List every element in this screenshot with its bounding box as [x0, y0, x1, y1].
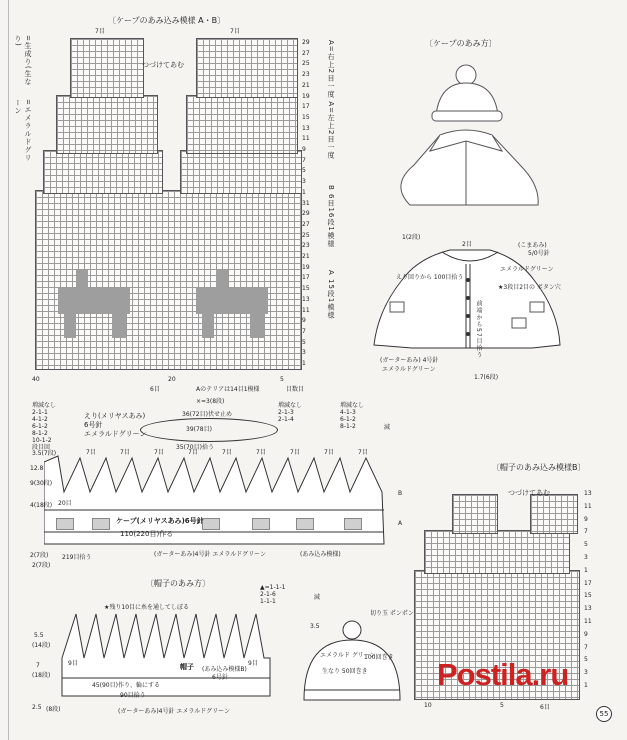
row-number: 1	[302, 188, 306, 196]
row-number: 1	[584, 566, 588, 574]
cape-top-mark: 7目	[324, 449, 334, 456]
cape-left-measure-4: 2(7段)	[30, 552, 49, 559]
cape-pick-up: えり回りから 100目拾う	[396, 274, 464, 281]
cape-top-mark: 7目	[120, 449, 130, 456]
row-number: 9	[302, 317, 306, 325]
row-number: 13	[302, 124, 310, 132]
row-number: 7	[302, 156, 306, 164]
chart-ab-bottom-mid: 20	[168, 376, 176, 383]
cape-pick-219: 219目拾う	[62, 554, 92, 561]
chart-ab-grid-right-top	[196, 38, 298, 98]
hat-chart-b-bottom-left: 10	[424, 702, 432, 709]
hat-chart-b-row-numbers	[584, 488, 592, 693]
cape-left-notes	[32, 402, 56, 451]
chart-ab-legend	[13, 35, 35, 163]
hat-pompom-ivory: 生なり 50回巻き	[322, 668, 368, 675]
hat-left-2b: (18段)	[32, 672, 51, 679]
row-number: 9	[584, 630, 588, 638]
cape-top-left: 1(2段)	[402, 234, 421, 241]
page-edge	[8, 0, 9, 740]
hat-left-3b: (8段)	[46, 706, 61, 713]
chart-ab-row-numbers	[302, 38, 318, 370]
hat-chart-b-bottom-mid: 5	[500, 702, 504, 709]
hat-needle: 6号針	[212, 674, 228, 681]
cape-collar-notes	[84, 412, 147, 439]
cape-width-39: 39(78目)	[186, 426, 212, 433]
cape-top-count: 2目	[462, 241, 472, 248]
cape-right-note: 増減なし	[340, 402, 365, 409]
cape-left-measure-2: 9(30段)	[30, 480, 53, 487]
row-number: 13	[302, 295, 310, 303]
chart-ab-join-note: つづけてあむ	[142, 61, 184, 69]
cape-left-measure-3: 4(18段)	[30, 502, 53, 509]
hat-chart-b-grid-mid	[424, 530, 570, 574]
hat-decrease-tail: 減	[314, 594, 321, 601]
chart-ab-grid-right-upper	[180, 150, 302, 194]
cape-bottom-right: 1.7(6段)	[474, 374, 499, 381]
hat-pompom-count: 100回巻き	[364, 654, 394, 661]
cape-x-note: ×=3(8段)	[196, 398, 225, 405]
row-number: 11	[302, 135, 310, 143]
scottie-dog	[202, 518, 220, 530]
cape-right-note: 2-1-3	[278, 409, 294, 416]
chart-ab-grid-left-mid	[56, 95, 158, 154]
row-number: 5	[584, 656, 588, 664]
hat-width-45b: 90目拾う	[120, 692, 146, 699]
hat-chart-b-title: 〔帽子のあみ込み模様B〕	[492, 463, 586, 472]
row-number: 17	[584, 579, 592, 587]
hat-pompom-diagram	[298, 620, 410, 710]
watermark: Postila.ru	[437, 657, 569, 692]
hat-garter: (ガーターあみ)4号針 エメラルドグリーン	[118, 708, 230, 715]
cape-right-notes-1	[278, 402, 302, 423]
cape-scottie-row	[52, 512, 382, 532]
row-number: 15	[584, 592, 592, 600]
hat-left-1b: (14段)	[32, 642, 51, 649]
cape-method-title: 〔ケープのあみ方〕	[425, 39, 497, 48]
chart-ab-bottom-left: 40	[32, 376, 40, 383]
cape-right-note: 4-1-3	[340, 409, 356, 416]
cape-collar-note: えり(メリヤスあみ)	[84, 412, 146, 420]
legend-ivory-text: =生成り(生なり)	[14, 35, 32, 86]
hat-decrease: 1-1-1	[260, 598, 276, 605]
cape-top-mark: 7目	[358, 449, 368, 456]
cape-left-note: 10-1-2	[32, 437, 52, 444]
chart-ab-bottom-five: 5	[280, 376, 284, 383]
scottie-dog	[252, 518, 270, 530]
cape-width-35: 35(70目)拾う	[176, 444, 214, 451]
row-number: 29	[302, 210, 310, 218]
hat-pompom-note: 切り玉 ポンポン	[370, 610, 414, 617]
row-number: 17	[302, 103, 310, 111]
cape-collar-needle: 5/0号針	[528, 250, 550, 257]
row-number: 5	[584, 541, 588, 549]
scottie-dog-right-leg1	[202, 314, 214, 338]
cape-top-mark: 7目	[256, 449, 266, 456]
row-number: 21	[302, 253, 310, 261]
chart-ab-bottom-center: Aのテリアは14目1模様	[196, 386, 260, 393]
scottie-dog-left-leg2	[112, 314, 126, 338]
row-number: 19	[302, 92, 310, 100]
hat-decrease: ▲=1-1-1	[260, 584, 286, 591]
cape-left-note-end: 段目回	[32, 444, 51, 451]
cape-buttonhole: ★3段目2目の ボタン穴	[498, 284, 561, 291]
cape-left-note: 2-1-1	[32, 409, 48, 416]
cape-width-110: 110(220目)作る	[120, 530, 174, 538]
cape-collar-note: 6号針	[84, 421, 103, 429]
row-number: 11	[584, 617, 592, 625]
hat-chart-b-grid-top-left	[452, 494, 498, 534]
cape-right-notes-2	[340, 402, 364, 430]
row-number: 7	[584, 643, 588, 651]
hat-decreases	[260, 584, 285, 605]
cape-twenty: 20目	[58, 500, 72, 507]
row-number: 29	[302, 39, 310, 46]
row-number: 9	[302, 146, 306, 154]
row-number: 21	[302, 81, 310, 89]
chart-ab-grid-left-upper	[43, 150, 163, 194]
row-number: 31	[302, 199, 310, 207]
cape-top-mark: 7目	[222, 449, 232, 456]
hat-chart-b-bottom-right: 6目	[540, 704, 550, 711]
cape-and-hat-illustration	[370, 55, 610, 215]
row-number: 1	[302, 360, 306, 368]
chart-ab-bottom-six: 6目	[150, 386, 160, 393]
chart-ab-title: 〔ケープのあみ込み模様 A・B〕	[108, 16, 226, 25]
hat-left-2: 7	[36, 662, 40, 669]
cape-body-shape	[44, 452, 394, 562]
hat-left-3: 2.5	[32, 704, 42, 711]
cape-left-note: 6-1-2	[32, 423, 48, 430]
row-number: 5	[302, 338, 306, 346]
page-number: 55	[596, 706, 612, 722]
hat-width-45: 45(90目)作り、輪にする	[92, 682, 160, 689]
cape-garter: (ガーターあみ) 4号針	[380, 357, 439, 364]
cape-top-mark: 7目	[86, 449, 96, 456]
scottie-dog	[344, 518, 362, 530]
cape-pick-2: 2(7段)	[32, 562, 51, 569]
row-number: 9	[584, 515, 588, 523]
cape-b-label: B	[398, 490, 403, 497]
chart-ab-note-top: A=右上2目一度 A=左上2目一度	[327, 40, 335, 160]
row-number: 5	[302, 167, 306, 175]
hat-pattern: (あみ込み模様B)	[202, 666, 247, 673]
hat-pompom-size: 3.5	[310, 623, 320, 630]
row-number: 27	[302, 220, 310, 228]
cape-top-mark: 7目	[154, 449, 164, 456]
scottie-dog-right-body	[196, 288, 268, 314]
scottie-dog-left-body	[58, 288, 130, 314]
cape-right-note: 2-1-4	[278, 416, 294, 423]
scottie-dog	[56, 518, 74, 530]
hat-left-1: 5.5	[34, 632, 44, 639]
chart-ab-bottom-start: 目数目	[286, 386, 305, 393]
row-number: 3	[584, 553, 588, 561]
hat-label: 帽子	[180, 663, 194, 671]
scottie-dog-right-leg2	[250, 314, 264, 338]
cape-garter-color: エメラルドグリーン	[382, 366, 436, 373]
cape-right-note: 増減なし	[278, 402, 303, 409]
hat-chart-b-join-note: つづけてあむ	[508, 489, 550, 497]
cape-right-note: 6-1-2	[340, 416, 356, 423]
row-number: 15	[302, 113, 310, 121]
cape-top-mark: 7目	[188, 449, 198, 456]
row-number: 3	[302, 178, 306, 186]
cape-right-label: 減	[384, 424, 391, 431]
cape-top-mark: 7目	[290, 449, 300, 456]
row-number: 11	[302, 306, 310, 314]
cape-left-note: 4-1-2	[32, 416, 48, 423]
row-number: 17	[302, 274, 310, 282]
cape-garter-right: (あみ込み模様)	[300, 551, 341, 558]
scottie-dog-left-head	[76, 270, 88, 288]
legend-ivory	[13, 35, 33, 91]
row-number: 7	[584, 528, 588, 536]
row-number: 27	[302, 49, 310, 57]
row-number: 1	[584, 681, 588, 689]
hat-chart-b-grid-top-right	[530, 494, 578, 534]
hat-nine-left: 9目	[68, 660, 78, 667]
cape-diagram	[362, 240, 572, 360]
legend-emerald-text: =エメラルドグリーン	[14, 99, 32, 162]
scottie-dog-left-leg1	[64, 314, 76, 338]
row-number: 3	[584, 669, 588, 677]
row-number: 23	[302, 242, 310, 250]
hat-decrease: 2-1-6	[260, 591, 276, 598]
chart-ab-note-a: A 15段1模様	[327, 270, 335, 320]
cape-left-note: 増減なし	[32, 402, 57, 409]
cape-left-note: 8-1-2	[32, 430, 48, 437]
scottie-dog	[92, 518, 110, 530]
scottie-dog	[296, 518, 314, 530]
chart-ab-grid-left-top	[70, 38, 144, 98]
cape-collar-label: (こまあみ)	[518, 242, 547, 249]
chart-ab-note-b: B 6目16段1模様	[327, 185, 335, 248]
row-number: 25	[302, 231, 310, 239]
row-number: 11	[584, 502, 592, 510]
hat-star-note: ★残り10目に糸を通してしぼる	[104, 604, 190, 611]
row-number: 13	[584, 490, 592, 497]
row-number: 23	[302, 71, 310, 79]
row-number: 13	[584, 605, 592, 613]
hat-pompom-color: エメラルド グリーン	[320, 652, 376, 659]
hat-nine-right: 9目	[248, 660, 258, 667]
chart-ab-top-left: 7目	[95, 28, 105, 35]
legend-emerald	[13, 99, 33, 163]
row-number: 25	[302, 60, 310, 68]
chart-ab-grid-right-mid	[186, 95, 298, 154]
cape-front-pick: 前端から57目拾う	[475, 300, 482, 359]
chart-ab-top-right: 7目	[230, 28, 240, 35]
row-number: 19	[302, 263, 310, 271]
scottie-dog-right-head	[216, 270, 228, 288]
hat-method-title: 〔帽子のあみ方〕	[146, 579, 210, 588]
cape-body-label: ケープ(メリヤスあみ)6号針	[116, 517, 204, 525]
hat-body-shape	[56, 608, 296, 708]
row-number: 15	[302, 285, 310, 293]
cape-left-measure-1: 12.8	[30, 465, 44, 472]
cape-color: エメラルドグリーン	[500, 266, 554, 273]
cape-left-top: 3.5(7段)	[32, 450, 57, 457]
cape-right-note: 8-1-2	[340, 423, 356, 430]
cape-a-label: A	[398, 520, 403, 527]
cape-bind-off: 36(72目)伏せ止め	[182, 411, 232, 418]
row-number: 7	[302, 327, 306, 335]
row-number: 3	[302, 349, 306, 357]
cape-garter-left: (ガーターあみ)4号針 エメラルドグリーン	[154, 551, 266, 558]
cape-collar-note: エメラルドグリーン	[84, 430, 147, 438]
